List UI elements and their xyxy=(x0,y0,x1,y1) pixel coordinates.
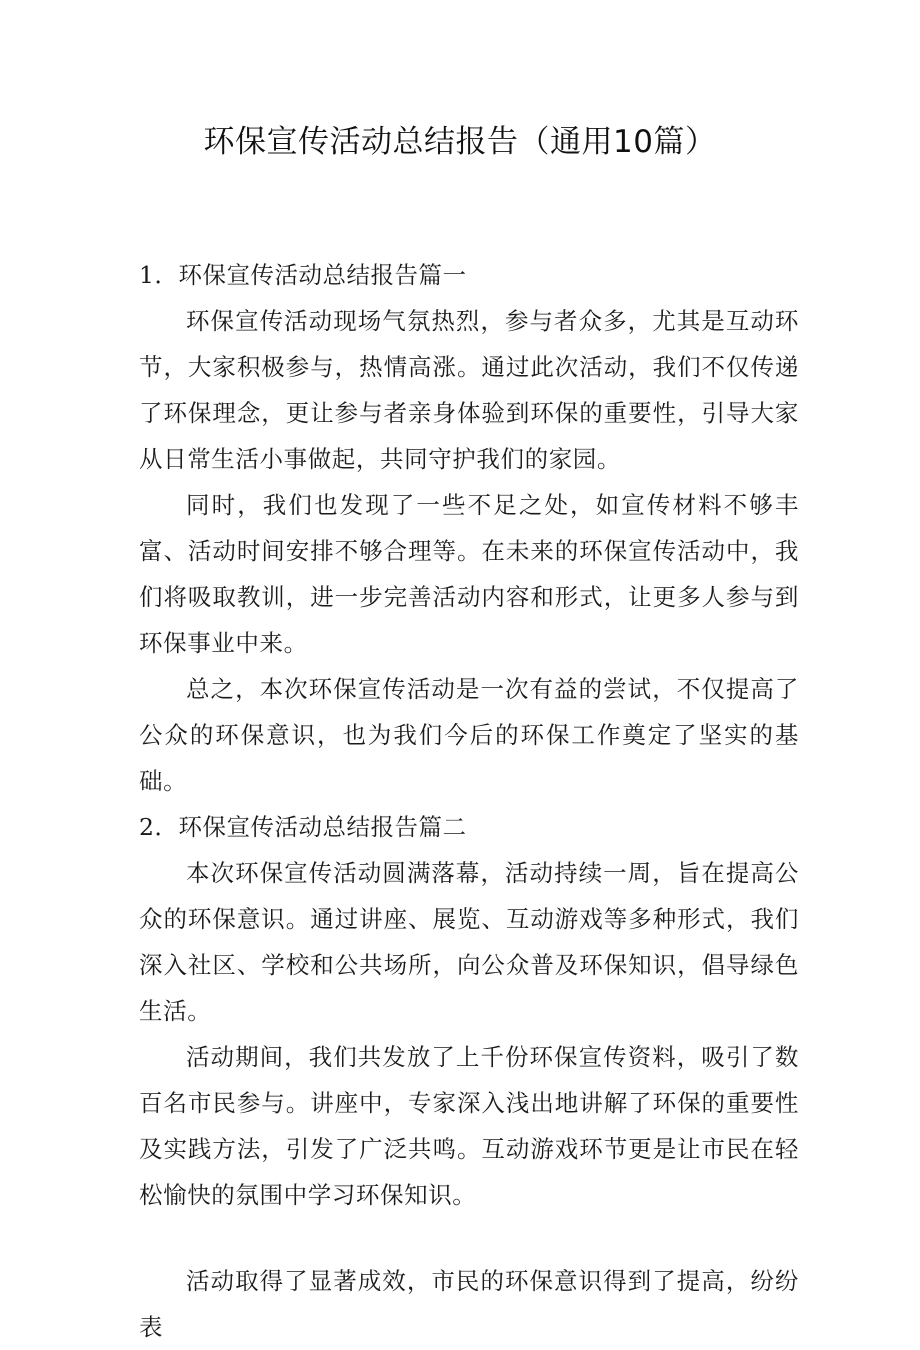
section-2-paragraph-2: 活动期间，我们共发放了上千份环保宣传资料，吸引了数百名市民参与。讲座中，专家深入浅出地讲解了环保的重要性及实践方法，引发了广泛共鸣。互动游戏环节更是让市民在轻松愉快的氛围中学习环保知识。 xyxy=(139,1043,799,1209)
section-1-paragraph-1: 环保宣传活动现场气氛热烈，参与者众多，尤其是互动环节，大家积极参与，热情高涨。通过此次活动，我们不仅传递了环保理念，更让参与者亲身体验到环保的重要性，引导大家从日常生活小事做起，共同守护我们的家园。 xyxy=(139,307,799,473)
paragraph-gap xyxy=(139,1218,799,1258)
document-title: 环保宣传活动总结报告（通用10篇） xyxy=(203,124,717,160)
document-body xyxy=(139,252,799,1350)
section-1-heading: 1．环保宣传活动总结报告篇一 xyxy=(139,261,467,289)
section-1-paragraph-3: 总之，本次环保宣传活动是一次有益的尝试，不仅提高了公众的环保意识，也为我们今后的环保工作奠定了坚实的基础。 xyxy=(139,675,799,795)
section-2-heading: 2．环保宣传活动总结报告篇二 xyxy=(139,813,467,841)
section-2-paragraph-3: 活动取得了显著成效，市民的环保意识得到了提高，纷纷表 xyxy=(139,1267,799,1341)
section-2-paragraph-1: 本次环保宣传活动圆满落幕，活动持续一周，旨在提高公众的环保意识。通过讲座、展览、互动游戏等多种形式，我们深入社区、学校和公共场所，向公众普及环保知识，倡导绿色生活。 xyxy=(139,859,799,1025)
section-1-paragraph-2: 同时，我们也发现了一些不足之处，如宣传材料不够丰富、活动时间安排不够合理等。在未来的环保宣传活动中，我们将吸取教训，进一步完善活动内容和形式，让更多人参与到环保事业中来。 xyxy=(139,491,799,657)
